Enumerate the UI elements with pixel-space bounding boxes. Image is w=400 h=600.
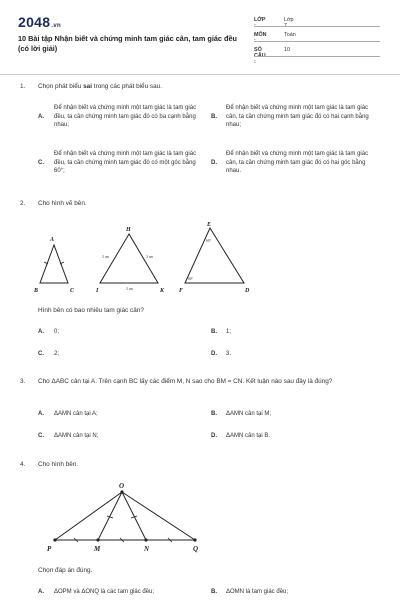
label-d: D	[245, 288, 250, 294]
option-text[interactable]: ΔAMN cân tại N;	[54, 433, 99, 439]
meta-divider	[254, 56, 380, 57]
option-letter[interactable]: B.	[211, 589, 217, 595]
option-letter[interactable]: D.	[211, 160, 217, 166]
label-n: N	[144, 545, 150, 553]
question-number: 1.	[20, 83, 26, 90]
label-m: M	[94, 545, 101, 553]
question-number: 2.	[20, 200, 26, 207]
mon-value: Toán	[284, 32, 296, 38]
lop-value: Lớp 7	[284, 17, 294, 29]
option-text[interactable]: Để nhận biết và chứng minh một tam giác là tam giác cân, ta cần chứng minh tam giác đó có hai cạnh bằng nhau;	[226, 105, 369, 129]
option-letter[interactable]: C.	[38, 160, 44, 166]
question-text: Chọn đáp án đúng.	[38, 567, 93, 574]
question-text	[38, 82, 162, 91]
option-letter[interactable]: B.	[211, 114, 217, 120]
header-divider	[0, 74, 400, 75]
option-letter[interactable]: D.	[211, 433, 217, 439]
option-letter[interactable]: C.	[38, 433, 44, 439]
question-text: Cho hình bên.	[38, 461, 79, 468]
option-text[interactable]: 2;	[54, 351, 60, 357]
option-letter[interactable]: B.	[211, 411, 217, 417]
triangle-abc	[40, 245, 68, 283]
angle-label: 60°	[188, 277, 194, 281]
option-text[interactable]: 0;	[54, 329, 60, 335]
socau-label: SỐ CÂU :	[254, 47, 266, 65]
q4-triangle-figure	[40, 480, 220, 558]
length-label: 3 cm	[146, 255, 154, 259]
label-o: O	[119, 482, 125, 490]
label-b: B	[34, 288, 39, 294]
label-k: K	[160, 288, 165, 294]
meta-divider	[254, 26, 380, 27]
logo-suffix: .vn	[51, 23, 61, 29]
option-text[interactable]: 1;	[226, 329, 232, 335]
label-q: Q	[193, 545, 199, 553]
option-letter[interactable]: A.	[38, 589, 44, 595]
label-a: A	[50, 237, 55, 243]
option-text[interactable]: Để nhận biết và chứng minh một tam giác là tam giác cân, ta cần chứng minh tam giác đó có hai góc bằng nhau.	[226, 151, 369, 175]
label-c: C	[70, 288, 75, 294]
site-logo[interactable]	[18, 14, 61, 30]
lop-label: LỚP :	[254, 17, 266, 29]
meta-divider	[254, 41, 380, 42]
label-h: H	[126, 227, 131, 233]
question-text: Hình bên có bao nhiêu tam giác cân?	[38, 307, 144, 314]
option-text[interactable]: ΔAMN cân tại B.	[226, 433, 271, 439]
triangle-efd	[185, 228, 244, 283]
q1-text-after: trong các phát biểu sau.	[92, 83, 163, 90]
option-letter[interactable]: B.	[211, 329, 217, 335]
option-text[interactable]: Để nhận biết và chứng minh một tam giác là tam giác đều, ta cần chứng minh tam giác đó có một góc bằng 60°;	[54, 151, 197, 175]
option-letter[interactable]: A.	[38, 114, 44, 120]
label-e: E	[207, 222, 212, 228]
mon-label: MÔN :	[254, 32, 267, 44]
label-f: F	[179, 288, 184, 294]
option-text[interactable]: ΔAMN cân tại M;	[226, 411, 272, 417]
option-text[interactable]: ΔOMN là tam giác đều;	[226, 589, 289, 595]
socau-value: 10	[284, 47, 290, 53]
length-label: 3 cm	[102, 255, 110, 259]
option-text[interactable]: Để nhận biết và chứng minh một tam giác là tam giác đều, ta cần chứng minh tam giác đó có ba cạnh bằng nhau;	[54, 105, 197, 129]
option-letter[interactable]: A.	[38, 329, 44, 335]
option-text[interactable]: 3.	[226, 351, 232, 357]
question-number: 3.	[20, 378, 26, 385]
question-text: Cho ΔABC cân tại A. Trên cạnh BC lấy các điểm M, N sao cho BM = CN. Kết luận nào sau đây là đúng?	[38, 378, 333, 385]
logo-text: 2048	[18, 14, 51, 30]
option-text[interactable]: ΔOPM và ΔONQ là các tam giác đều;	[54, 589, 155, 595]
q1-text-bold: sai	[83, 83, 93, 90]
label-p: P	[47, 545, 52, 553]
length-label: 3 cm	[126, 287, 134, 291]
question-text: Cho hình vẽ bên.	[38, 200, 87, 207]
question-number: 4.	[20, 461, 26, 468]
q1-text-before: Chọn phát biểu	[38, 83, 84, 90]
page-title: 10 Bài tập Nhận biết và chứng minh tam giác cân, tam giác đều (có lời giải)	[18, 34, 237, 53]
option-letter[interactable]: C.	[38, 351, 44, 357]
option-letter[interactable]: A.	[38, 411, 44, 417]
angle-label: 60°	[206, 239, 212, 243]
label-i: I	[96, 288, 99, 294]
option-text[interactable]: ΔAMN cân tại A;	[54, 411, 98, 417]
q2-triangles-figure	[30, 222, 270, 298]
option-letter[interactable]: D.	[211, 351, 217, 357]
